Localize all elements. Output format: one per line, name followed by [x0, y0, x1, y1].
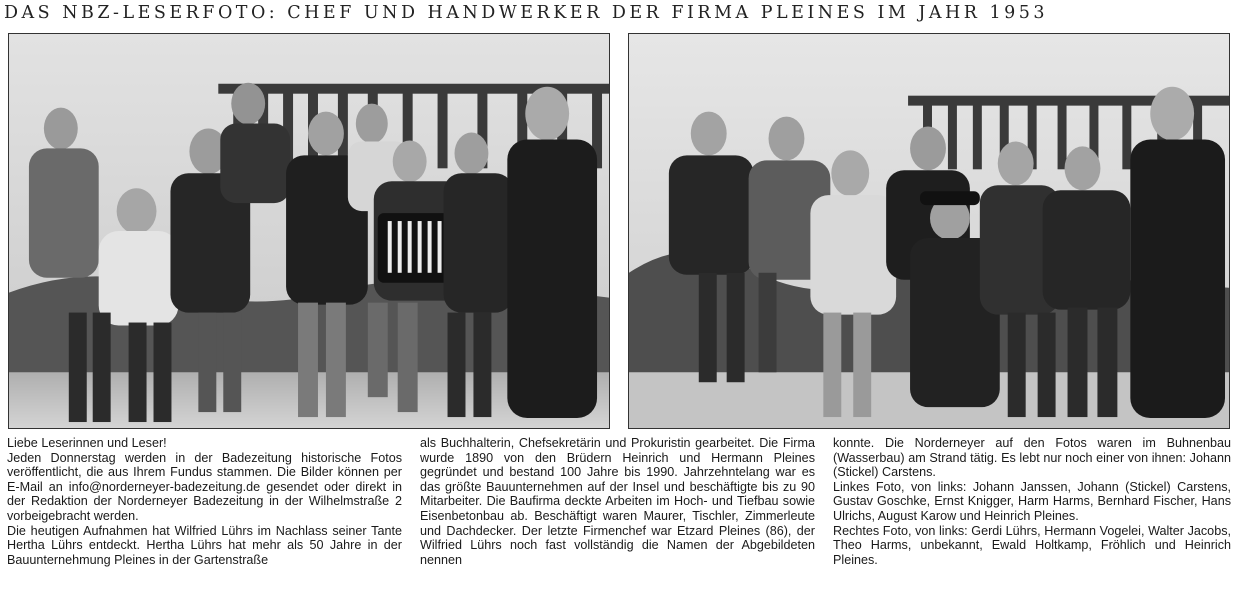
article-column-3 [833, 436, 1231, 567]
article-greeting: Liebe Leserinnen und Leser! [7, 436, 167, 450]
photo-caption-left: Linkes Foto, von links: Johann Janssen, Johann (Stickel) Carstens, Gustav Goschke, Ernst Knigger, Harm Harms, Bernhard Fischer, Hans Ulrichs, August Karow und Heinrich Pleines. [833, 479, 1231, 523]
photo-caption-right: Rechtes Foto, von links: Gerdi Lührs, Hermann Vogelei, Walter Jacobs, Theo Harms, unbekannt, Ewald Holtkamp, Fröhlich und Heinrich Pleines. [833, 523, 1231, 567]
article-column-1 [7, 436, 402, 567]
photo-left-illustration [9, 34, 609, 428]
article-paragraph-4: konnte. Die Norderneyer auf den Fotos waren im Buhnenbau (Wasserbau) am Strand tätig. Es lebt nur noch einer von ihnen: Johann (Stickel) Carstens. [833, 436, 1231, 480]
historic-photo-right [628, 33, 1230, 429]
historic-photo-left [8, 33, 610, 429]
headline: DAS NBZ-LESERFOTO: CHEF UND HANDWERKER DER FIRMA PLEINES IM JAHR 1953 [4, 3, 1049, 23]
photo-right-illustration [629, 34, 1229, 428]
article-column-2 [420, 436, 815, 567]
article-paragraph-2: Die heutigen Aufnahmen hat Wilfried Lührs im Nachlass seiner Tante Hertha Lührs entdeckt. Hertha Lührs hat mehr als 50 Jahre in der Bauunternehmung Pleines in der Gartenstraße [7, 523, 402, 567]
article-paragraph-3: als Buchhalterin, Chefsekretärin und Prokuristin gearbeitet. Die Firma wurde 1890 von den Brüdern Heinrich und Hermann Pleines gegründet und bestand 100 Jahre bis 1990. Jahrzehntelang war es das größte Bauunternehmen auf der Insel und beschäftigte bis zu 90 Mitarbeiter. Die Baufirma deckte Arbeiten im Hoch- und Tiefbau sowie Eisenbetonbau ab. Beschäftigt waren Maurer, Tischler, Zimmerleute und Dachdecker. Der letzte Firmenchef war Etzard Pleines (86), der Wilfried Lührs noch fast vollständig die Namen der Abgebildeten nennen [420, 436, 815, 567]
article-paragraph-1: Jeden Donnerstag werden in der Badezeitung historische Fotos veröffentlicht, die aus Ihrem Fundus stammen. Die Bilder können per E-Mail an info@norderneyer-badezeitung.de gesendet oder direkt in der Redaktion der Norderneyer Badezeitung in der Wilhelmstraße 2 vorbeigebracht werden. [7, 450, 402, 523]
